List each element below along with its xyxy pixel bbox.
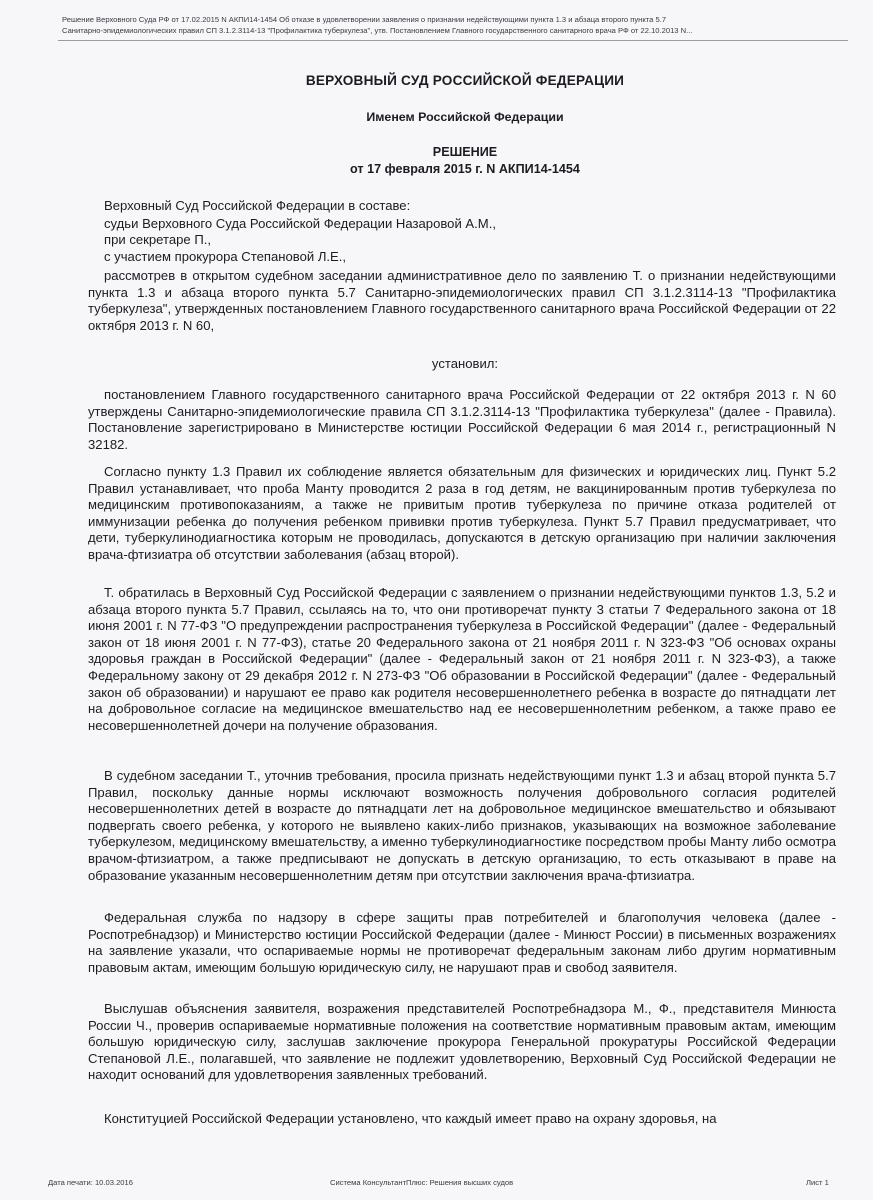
body-paragraph: Согласно пункту 1.3 Правил их соблюдение является обязательным для физических и юридических лиц. Пункт 5.2 Правил устанавливает, что проба Манту проводится 2 раза в год детям, не вакцинированным против туберкулеза по медицинским противопоказаниям, а также не привитым против туберкулеза по причине отказа родителей от иммунизации ребенка до получения ребенком прививки против туберкулеза. Пункт 5.7 Правил предусматривает, что дети, туберкулинодиагностика которым не проводилась, допускаются в детскую организацию при наличии заключения врача-фтизиатра об отсутствии заболевания (абзац второй). xyxy=(88,464,836,562)
header-line-2: Санитарно-эпидемиологических правил СП 3.1.2.3114-13 "Профилактика туберкулеза", утв. Постановлением Главного государственного санитарного врача РФ от 22.10.2013 N... xyxy=(62,26,693,35)
header-divider xyxy=(58,40,848,41)
footer-print-date: Дата печати: 10.03.2016 xyxy=(48,1178,133,1187)
considering-paragraph: рассмотрев в открытом судебном заседании административное дело по заявлению Т. о признании недействующими пункта 1.3 и абзаца второго пункта 5.7 Санитарно-эпидемиологических правил СП 3.1.2.3114-13 "Профилактика туберкулеза", утвержденных постановлением Главного государственного санитарного врача Российской Федерации от 22 октября 2013 г. N 60, xyxy=(88,268,836,333)
document-date-number: от 17 февраля 2015 г. N АКПИ14-1454 xyxy=(350,162,580,176)
body-paragraph: Выслушав объяснения заявителя, возражения представителей Роспотребнадзора М., Ф., представителя Минюста России Ч., проверив оспариваемые нормативные положения на соответствие нормативным правовым актам, имеющим большую юридическую силу, заслушав заключение прокурора Генеральной прокуратуры Российской Федерации Степановой Л.Е., полагавшей, что заявление не подлежит удовлетворению, Верховный Суд Российской Федерации не находит оснований для удовлетворения заявленных требований. xyxy=(88,1001,836,1083)
header-line-1: Решение Верховного Суда РФ от 17.02.2015 N АКПИ14-1454 Об отказе в удовлетворении заявления о признании недействующими пункта 1.3 и абзаца второго пункта 5.7 xyxy=(62,15,667,24)
body-paragraph: постановлением Главного государственного санитарного врача Российской Федерации от 22 октября 2013 г. N 60 утверждены Санитарно-эпидемиологические правила СП 3.1.2.3114-13 "Профилактика туберкулеза" (далее - Правила). Постановление зарегистрировано в Министерстве юстиции Российской Федерации 6 мая 2014 г., регистрационный N 32182. xyxy=(88,387,836,452)
footer-sheet-number: Лист 1 xyxy=(806,1178,829,1187)
footer-system-name: Система КонсультантПлюс: Решения высших судов xyxy=(330,1178,514,1187)
body-paragraph: Т. обратилась в Верховный Суд Российской Федерации с заявлением о признании недействующими пунктов 1.3, 5.2 и абзаца второго пункта 5.7 Правил, ссылаясь на то, что они противоречат пункту 3 статьи 7 Федерального закона от 18 июня 2001 г. N 77-ФЗ "О предупреждении распространения туберкулеза в Российской Федерации" (далее - Федеральный закон от 18 июня 2001 г. N 77-ФЗ), статье 20 Федерального закона от 21 ноября 2011 г. N 323-ФЗ "Об основах охраны здоровья граждан в Российской Федерации" (далее - Федеральный закон от 21 ноября 2011 г. N 323-ФЗ), а также Федеральному закону от 29 декабря 2012 г. N 273-ФЗ "Об образовании в Российской Федерации" (далее - Федеральный закон об образовании) и нарушают ее право как родителя несовершеннолетнего ребенка в возрасте до пятнадцати лет на добровольное согласие на медицинское вмешательство над ее несовершеннолетним ребенком, а также право ее несовершеннолетней дочери на получение образования. xyxy=(88,585,836,733)
court-name: ВЕРХОВНЫЙ СУД РОССИЙСКОЙ ФЕДЕРАЦИИ xyxy=(305,73,625,88)
running-header xyxy=(62,14,842,36)
body-paragraph: В судебном заседании Т., уточнив требования, просила признать недействующими пункт 1.3 и абзац второй пункта 5.7 Правил, поскольку данные нормы исключают возможность получения добровольного согласия родителей несовершеннолетних детей в возрасте до пятнадцати лет на добровольное медицинское вмешательство и обязывают подвергать своего ребенка, у которого не выявлено каких-либо признаков, указывающих на возможное заболевание туберкулезом, медицинскому вмешательству, а именно туберкулинодиагностике посредством пробы Манту либо осмотра врачом-фтизиатром, а также предписывают не допускать в детскую организацию, то есть отказывают в праве на образование указанным несовершеннолетним детям при отсутствии заключения врача-фтизиатра. xyxy=(88,768,836,883)
established-heading: установил: xyxy=(431,356,499,371)
intro-line: Верховный Суд Российской Федерации в составе: xyxy=(104,198,411,213)
intro-line: судьи Верховного Суда Российской Федерации Назаровой А.М., xyxy=(104,216,496,231)
body-paragraph: Конституцией Российской Федерации установлено, что каждый имеет право на охрану здоровья, на xyxy=(104,1111,717,1126)
body-paragraph: Федеральная служба по надзору в сфере защиты прав потребителей и благополучия человека (далее - Роспотребнадзор) и Министерство юстиции Российской Федерации (далее - Минюст России) в письменных возражениях на заявление указали, что оспариваемые нормы не противоречат федеральным законам либо другим нормативным правовым актам, имеющим большую юридическую силу, не нарушают прав и свобод заявителя. xyxy=(88,910,836,975)
in-the-name-line: Именем Российской Федерации xyxy=(366,110,564,124)
document-title: РЕШЕНИЕ xyxy=(432,145,498,159)
intro-line: с участием прокурора Степановой Л.Е., xyxy=(104,249,347,264)
intro-line: при секретаре П., xyxy=(104,232,212,247)
